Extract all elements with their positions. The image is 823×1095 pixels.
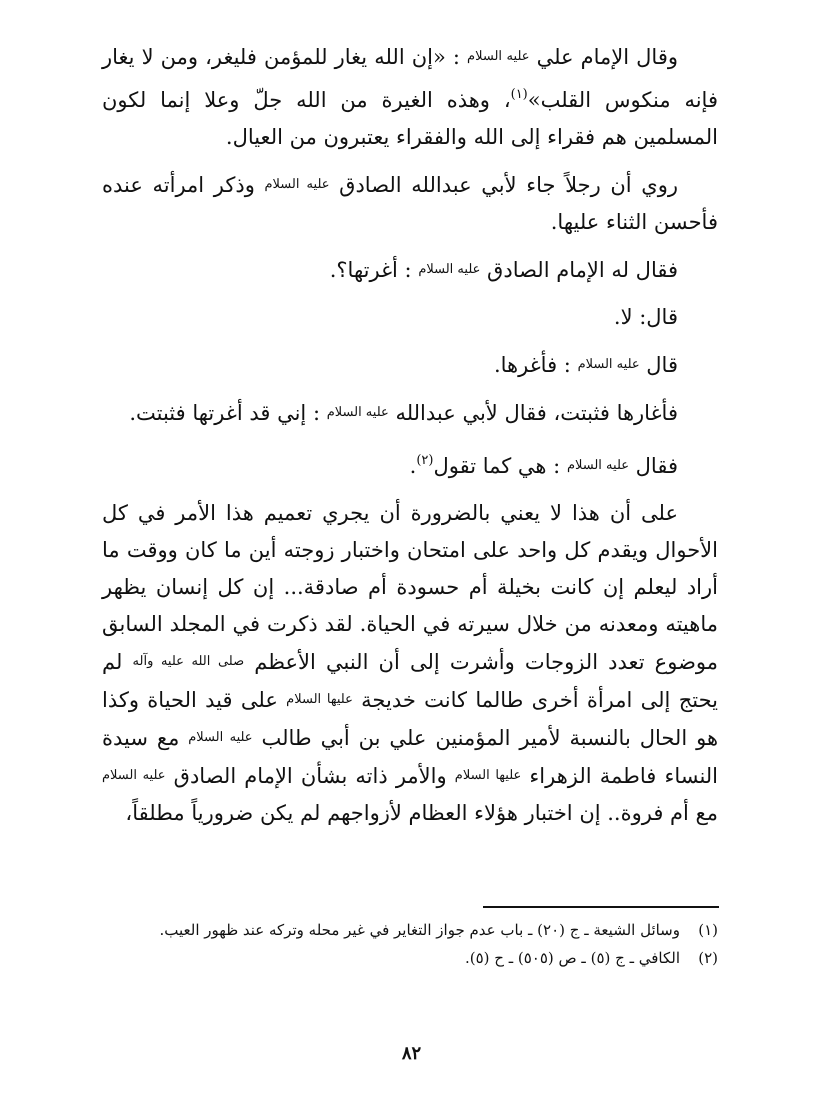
honorific-ligature: عليه السلام (418, 262, 481, 277)
honorific-ligature: عليه السلام (188, 730, 253, 745)
paragraph-text: مع أم فروة.. إن اختبار هؤلاء العظام لأزواجهم لم يكن ضرورياً مطلقاً، (125, 801, 718, 825)
paragraph-text: مع سيدة النساء فاطمة الزهراء (102, 726, 719, 788)
honorific-ligature: عليها السلام (454, 768, 522, 783)
paragraph-text: فأغارها فثبتت، فقال لأبي عبدالله (388, 401, 678, 425)
paragraph-text: . (409, 454, 417, 478)
footnotes (102, 918, 718, 974)
paragraph-text: : هي كما تقول (433, 454, 567, 478)
paragraph-text: لم يحتج إلى امرأة أخرى طالما كانت خديجة (102, 650, 719, 712)
honorific-ligature: عليه السلام (326, 405, 389, 420)
honorific-ligature: عليه السلام (577, 357, 640, 372)
footnote (102, 918, 718, 943)
paragraph-text: روي أن رجلاً جاء لأبي عبدالله الصادق (329, 173, 678, 197)
honorific-ligature: عليه السلام (566, 458, 629, 473)
honorific-ligature: عليه السلام (264, 177, 330, 192)
paragraph (102, 38, 718, 156)
paragraph-text: والأمر ذاته بشأن الإمام الصادق (165, 764, 455, 788)
paragraph (102, 442, 718, 485)
footnote-separator (483, 906, 719, 908)
paragraph-text: : أغرتها؟. (329, 258, 419, 282)
paragraph-text: فقال (629, 454, 678, 478)
paragraph-text: قال (639, 353, 678, 377)
paragraph-text: قال: لا. (613, 305, 678, 329)
paragraph (102, 495, 718, 832)
paragraph (102, 251, 718, 289)
footnote-number: (١) (698, 921, 718, 939)
honorific-ligature: عليها السلام (286, 692, 353, 707)
footnote-number: (٢) (698, 949, 718, 967)
footnote-reference: (٢) (416, 453, 434, 468)
footnote-text: الكافي ـ ج (٥) ـ ص (٥٠٥) ـ ح (٥). (464, 949, 680, 967)
paragraph-text: ، وهذه الغيرة من الله جلّ وعلا إنما لكون المسلمين هم فقراء إلى الله والفقراء يعتبرون من العيال. (102, 88, 718, 149)
honorific-ligature: عليه السلام (467, 49, 530, 64)
paragraph-text: : فأغرها. (493, 353, 578, 377)
page-number: ٨٢ (401, 1043, 422, 1064)
paragraph-text: وقال الإمام علي (529, 45, 679, 69)
paragraph (102, 299, 718, 336)
paragraph-text: : إني قد أغرتها فثبتت. (129, 401, 327, 425)
paragraph-text: : «إن الله يغار للمؤمن فليغر، ومن لا يغار فإنه منكوس القلب» (102, 45, 718, 112)
main-text (102, 38, 718, 842)
paragraph-text: على قيد الحياة وكذا هو الحال بالنسبة لأمير المؤمنين علي بن أبي طالب (102, 688, 719, 750)
paragraph-text: على أن هذا لا يعني بالضرورة أن يجري تعميم هذا الأمر في كل الأحوال ويقدم كل واحد على امتحان واختبار زوجته أين ما كان ووقت ما أراد ليعلم إن كانت بخيلة أم حسودة أم صادقة... إن كل إنسان يظهر ماهيته ومعدنه من خلال سيرته في الحياة. لقد ذكرت في المجلد السابق موضوع تعدد الزوجات وأشرت إلى أن النبي الأعظم (102, 501, 718, 674)
paragraph-text: فقال له الإمام الصادق (480, 258, 678, 282)
footnote-text: وسائل الشيعة ـ ج (٢٠) ـ باب عدم جواز التغاير في غير محله وتركه عند ظهور العيب. (159, 921, 680, 939)
footnote (102, 946, 718, 971)
paragraph (102, 394, 718, 432)
footnote-reference: (١) (510, 87, 528, 102)
honorific-ligature: عليه السلام (102, 768, 166, 783)
paragraph-text: وذكر امرأته عنده فأحسن الثناء عليها. (102, 173, 718, 234)
paragraph (102, 346, 718, 384)
honorific-ligature: صلى الله عليه وآله (132, 654, 245, 669)
paragraph (102, 166, 718, 241)
